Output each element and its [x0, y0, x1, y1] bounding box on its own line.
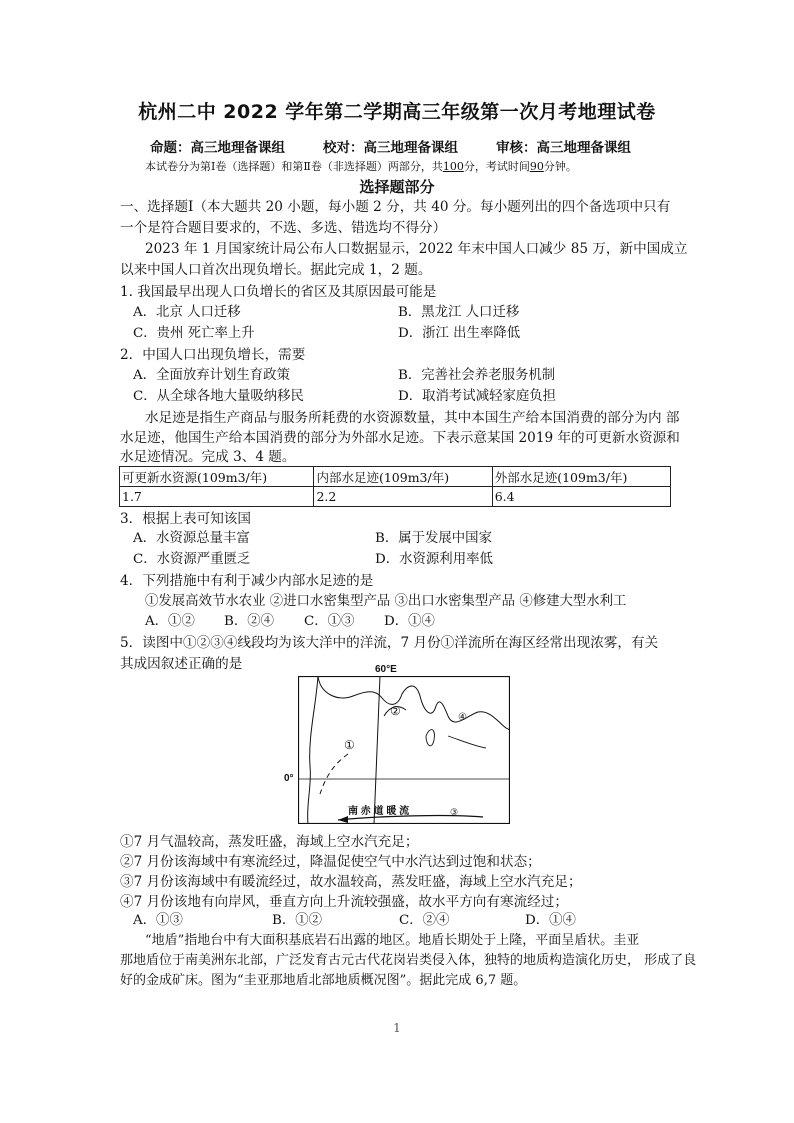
table-cell: 6.4 — [492, 487, 670, 507]
q4-option-c[interactable]: C．①③ — [304, 614, 355, 629]
water-footprint-table — [119, 466, 671, 507]
passage1-line-2: 以来中国人口首次出现负增长。据此完成 1，2 题。 — [120, 262, 432, 278]
total-score: 100 — [442, 160, 464, 173]
table-header: 外部水足迹(109m3/年) — [492, 467, 670, 487]
staff-info — [150, 136, 670, 156]
exam-note: 本试卷分为第Ⅰ卷（选择题）和第Ⅱ卷（非选择题）两部分，共100分，考试时间90分钟。 — [145, 160, 577, 173]
q4-items: ①发展高效节水农业 ②进口水密集型产品 ③出口水密集型产品 ④修建大型水利工 — [145, 594, 627, 609]
q2-option-b[interactable]: B．完善社会养老服务机制 — [398, 368, 556, 383]
q3-option-a[interactable]: A．水资源总量丰富 — [133, 531, 250, 546]
exam-time: 90 — [529, 160, 544, 173]
q2-option-a[interactable]: A．全面放弃计划生育政策 — [133, 368, 290, 383]
q3-option-c[interactable]: C．水资源严重匮乏 — [133, 552, 251, 567]
checker: 校对：高三地理备课组 — [323, 140, 458, 156]
q4-stem: 4．下列措施中有利于减少内部水足迹的是 — [120, 573, 374, 589]
q5-option-a[interactable]: A．①③ — [133, 913, 183, 928]
page-number: 1 — [393, 1021, 401, 1035]
q1-option-c[interactable]: C．贵州 死亡率上升 — [133, 326, 255, 341]
longitude-label: 60°E — [375, 664, 397, 675]
q4-option-d[interactable]: D．①④ — [384, 614, 435, 629]
q3-stem: 3．根据上表可知该国 — [120, 511, 251, 527]
exam-title: 杭州二中 2022 学年第二学期高三年级第一次月考地理试卷 — [138, 101, 656, 123]
table-cell: 2.2 — [314, 487, 492, 507]
q1-stem: 1. 我国最早出现人口负增长的省区及其原因最可能是 — [120, 284, 437, 300]
q2-option-d[interactable]: D．取消考试减轻家庭负担 — [398, 389, 557, 404]
table-header-row — [120, 467, 671, 487]
q5-statement-2: ②7 月份该海域中有寒流经过，降温促使空气中水汽达到过饱和状态； — [120, 854, 541, 870]
q5-option-d[interactable]: D．①④ — [525, 913, 576, 928]
table-header: 内部水足迹(109m3/年) — [314, 467, 492, 487]
passage1-line-1: 2023 年 1 月国家统计局公布人口数据显示，2022 年末中国人口减少 85 万，新中国成立 — [145, 241, 688, 257]
q3-option-b[interactable]: B．属于发展中国家 — [375, 531, 492, 546]
passage2-line-3: 水足迹情况。完成 3、4 题。 — [120, 449, 296, 465]
q5-statement-1: ①7 月气温较高，蒸发旺盛，海域上空水汽充足； — [120, 834, 419, 850]
marker-2: ② — [390, 704, 401, 718]
passage2-line-2: 水足迹，他国生产给本国消费的部分为外部水足迹。下表示意某国 2019 年的可更新水资源和 — [120, 430, 680, 446]
table-cell: 1.7 — [120, 487, 314, 507]
table-row — [120, 487, 671, 507]
intro-line-1: 一、选择题Ⅰ（本大题共 20 小题，每小题 2 分，共 40 分。每小题列出的四个备选项中只有 — [120, 199, 671, 215]
q2-stem: 2．中国人口出现负增长，需要 — [120, 347, 306, 363]
passage2-line-1: 水足迹是指生产商品与服务所耗费的水资源数量，其中本国生产给本国消费的部分为内 部 — [145, 410, 680, 426]
passage3-line-3: 好的金成矿床。图为“圭亚那地盾北部地质概况图”。据此完成 6,7 题。 — [120, 973, 527, 988]
current-label: 南 赤 道 暖 流 — [348, 806, 410, 817]
q5-option-b[interactable]: B．①② — [272, 913, 323, 928]
q5-option-c[interactable]: C．②④ — [399, 913, 450, 928]
proposer: 命题：高三地理备课组 — [150, 140, 285, 156]
q2-option-c[interactable]: C．从全球各地大量吸纳移民 — [133, 389, 304, 404]
q5-statement-4: ④7 月份该地有向岸风，垂直方向上升流较强盛，故水平方向有寒流经过； — [120, 894, 568, 910]
q4-option-b[interactable]: B．②④ — [224, 614, 275, 629]
q5-stem-1: 5．读图中①②③④线段均为该大洋中的洋流，7 月份①洋流所在海区经常出现浓雾，有关 — [120, 635, 659, 651]
equator-label: 0° — [284, 773, 294, 784]
q5-statement-3: ③7 月份该海域中有暖流经过，故水温较高，蒸发旺盛，海域上空水汽充足； — [120, 874, 582, 890]
q1-option-d[interactable]: D．浙江 出生率降低 — [398, 326, 521, 341]
q3-option-d[interactable]: D．水资源利用率低 — [375, 552, 493, 567]
q1-option-b[interactable]: B．黑龙江 人口迁移 — [398, 305, 520, 320]
passage3-line-1: “地盾”指地台中有大面积基底岩石出露的地区。地盾长期处于上隆，平面呈盾状。圭亚 — [145, 933, 640, 948]
q5-stem-2: 其成因叙述正确的是 — [120, 656, 243, 672]
marker-4: ④ — [458, 712, 467, 723]
marker-3: ③ — [450, 807, 459, 817]
q1-option-a[interactable]: A．北京 人口迁移 — [133, 305, 241, 320]
passage3-line-2: 那地盾位于南美洲东北部，广泛发育古元古代花岗岩类侵入体，独特的地质构造演化历史， 形成了良 — [120, 953, 697, 968]
section-title: 选择题部分 — [359, 178, 435, 196]
table-header: 可更新水资源(109m3/年) — [120, 467, 314, 487]
intro-line-2: 一个是符合题目要求的，不选、多选、错选均不得分） — [120, 220, 447, 236]
reviewer: 审核：高三地理备课组 — [496, 140, 631, 156]
marker-1: ① — [344, 738, 355, 752]
ocean-current-map — [298, 676, 510, 824]
q4-option-a[interactable]: A．①② — [145, 614, 195, 629]
